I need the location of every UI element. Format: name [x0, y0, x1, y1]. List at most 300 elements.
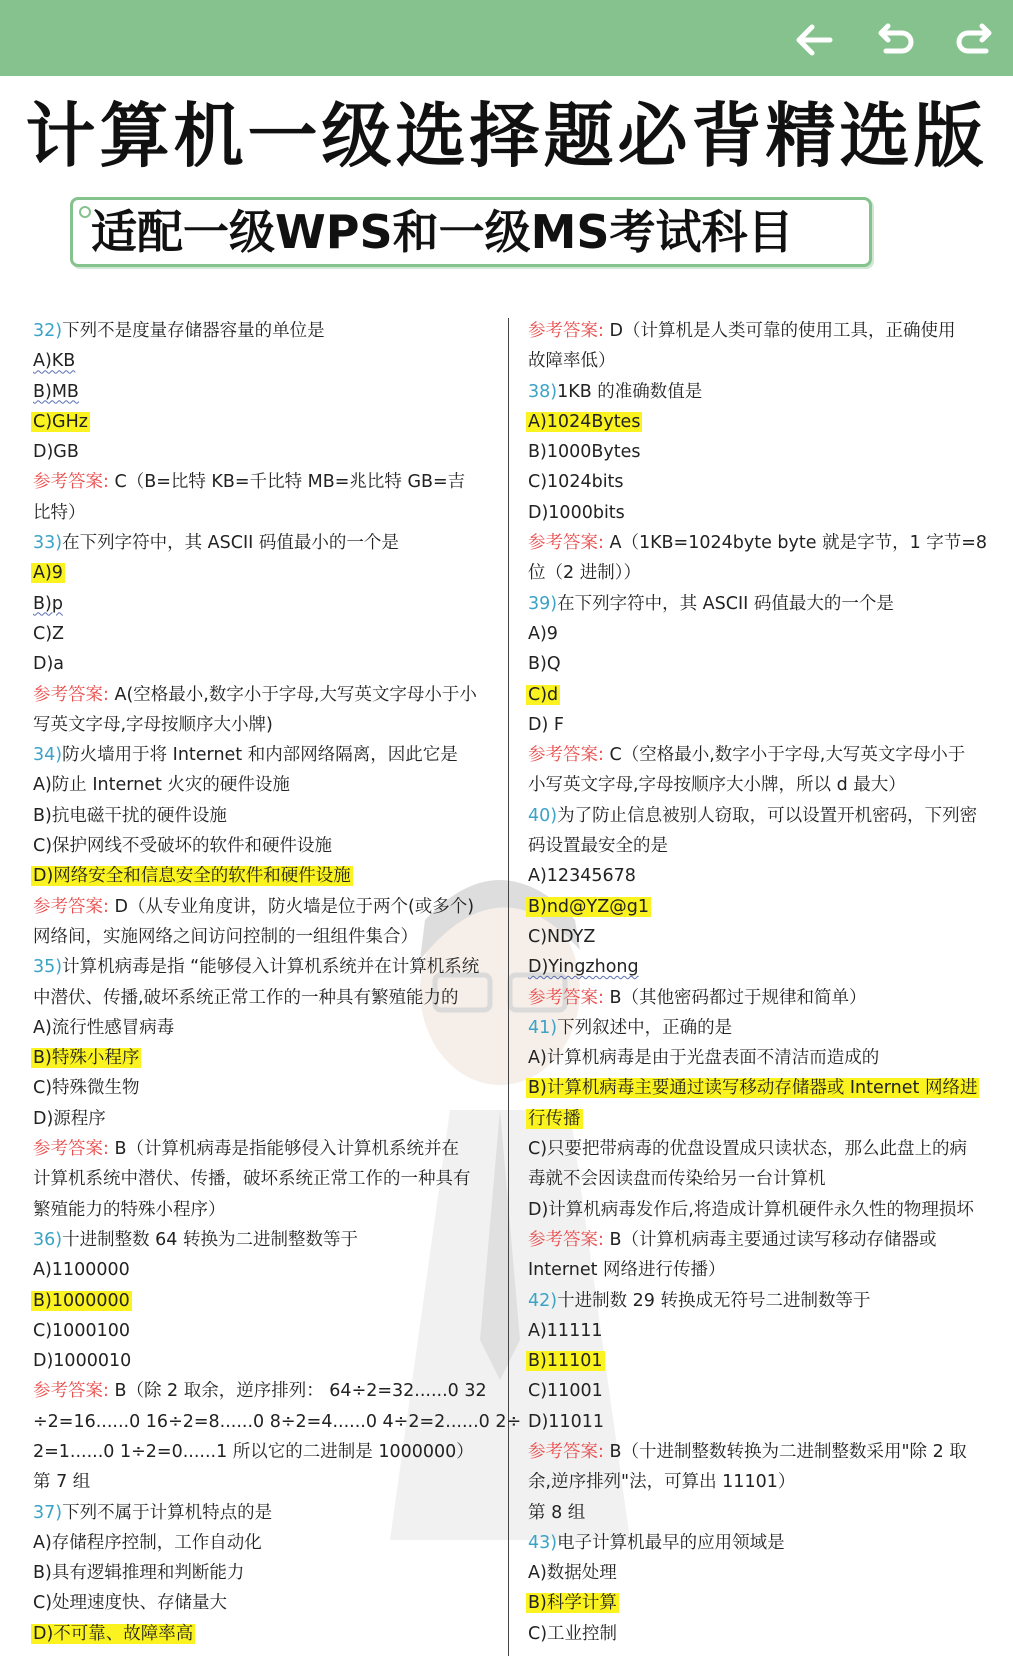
text-content: B)Q	[528, 654, 561, 675]
text-content: C)NDYZ	[528, 926, 596, 947]
line-text	[33, 806, 227, 826]
redo-icon	[954, 22, 994, 58]
text-content: C（空格最小,数字小于字母,大写英文字母小于	[603, 745, 966, 766]
option-line	[528, 407, 983, 437]
line-text	[528, 382, 702, 402]
text-content: 故障率低）	[528, 351, 616, 372]
text-content: D)1000010	[33, 1351, 132, 1372]
line-text	[528, 533, 987, 553]
text-content: B（除 2 取余，逆序排列： 64÷2=32......0 32	[108, 1381, 487, 1402]
text-content: C)GHz	[33, 411, 88, 432]
text-content: 计算机病毒是指 “能够侵入计算机系统并在计算机系统	[62, 957, 480, 978]
question-line	[528, 801, 983, 831]
line-text	[528, 1381, 603, 1401]
line-text	[528, 715, 564, 735]
question-number: 32)	[33, 321, 63, 341]
line-text	[528, 351, 616, 371]
text-content: A)数据处理	[528, 1563, 617, 1584]
text-content: C)1024bits	[528, 472, 624, 493]
option-line	[33, 437, 489, 467]
option-line	[528, 1316, 983, 1346]
question-line	[33, 952, 489, 982]
line-text	[528, 442, 640, 462]
option-line	[33, 558, 489, 588]
text-content: C)Z	[33, 623, 65, 644]
text-content: D)计算机病毒发作后,将造成计算机硬件永久性的物理损坏	[528, 1199, 974, 1220]
text-content: D)1000bits	[528, 502, 625, 523]
line-text	[33, 503, 86, 523]
highlighted-text	[31, 412, 90, 432]
text-content: 在下列字符中，其 ASCII 码值最小的一个是	[62, 533, 399, 554]
line-text	[528, 836, 668, 856]
back-button[interactable]	[788, 14, 840, 66]
option-line	[33, 1043, 489, 1073]
line-text	[528, 1624, 617, 1644]
option-line	[528, 467, 983, 497]
text-content: 比特）	[33, 502, 86, 523]
text-content: 位（2 进制））	[528, 563, 641, 584]
right-question-column	[528, 316, 988, 1649]
line-text	[33, 685, 477, 705]
option-line	[528, 1498, 983, 1528]
line-text	[33, 1139, 459, 1159]
undo-button[interactable]	[870, 14, 922, 66]
highlighted-text	[526, 897, 651, 917]
highlighted-text	[31, 1291, 132, 1311]
text-content: 下列不属于计算机特点的是	[62, 1502, 273, 1523]
option-line	[33, 710, 489, 740]
line-text	[33, 836, 332, 856]
text-content: 1KB 的准确数值是	[557, 381, 703, 402]
option-line	[33, 649, 489, 679]
question-number: 37)	[33, 1502, 63, 1523]
option-line	[33, 1619, 489, 1649]
question-line	[33, 1225, 489, 1255]
answer-label: 参考答案:	[528, 533, 604, 554]
line-text	[528, 503, 625, 523]
answer-line	[528, 528, 988, 558]
banner-dot-icon	[79, 206, 91, 218]
option-line	[33, 770, 489, 800]
option-line	[33, 1467, 489, 1497]
option-line	[33, 1528, 489, 1558]
option-line	[33, 1073, 489, 1103]
text-content: 下列不是度量存储器容量的单位是	[62, 321, 325, 341]
text-content: D)网络安全和信息安全的软件和硬件设施	[33, 866, 351, 887]
text-content: A)防止 Internet 火灾的硬件设施	[33, 775, 290, 796]
question-line	[528, 1013, 983, 1043]
line-text	[528, 1412, 604, 1432]
line-text	[33, 1169, 471, 1189]
line-text	[528, 745, 965, 765]
question-number: 33)	[33, 533, 63, 554]
line-text	[528, 1200, 974, 1220]
line-text	[33, 1593, 227, 1613]
text-content: A（1KB=1024byte byte 就是字节，1 字节=8	[603, 533, 988, 554]
text-content: B)特殊小程序	[33, 1048, 140, 1069]
line-text	[33, 1442, 474, 1462]
highlighted-text	[31, 563, 65, 583]
answer-label: 参考答案:	[528, 1441, 604, 1462]
option-line	[528, 1588, 983, 1618]
text-content: A)存储程序控制，工作自动化	[33, 1532, 262, 1553]
left-question-column	[33, 316, 522, 1649]
line-text	[33, 594, 63, 614]
line-text	[528, 624, 558, 644]
line-text	[33, 1503, 272, 1523]
line-text	[528, 1048, 879, 1068]
answer-line	[33, 892, 489, 922]
text-content: 计算机系统中潜伏、传播，破坏系统正常工作的一种具有	[33, 1169, 471, 1190]
text-content: D（从专业角度讲，防火墙是位于两个(或多个)	[108, 896, 475, 917]
top-toolbar	[0, 0, 1013, 76]
text-content: A)11111	[528, 1320, 603, 1341]
text-content: B)1000Bytes	[528, 442, 641, 463]
text-content: A(空格最小,数字小于字母,大写英文字母小于小	[108, 684, 477, 705]
answer-label: 参考答案:	[528, 987, 604, 1008]
text-content: C)d	[528, 684, 559, 705]
option-line	[528, 1104, 983, 1134]
option-line	[33, 1286, 489, 1316]
line-text	[33, 442, 79, 462]
answer-label: 参考答案:	[528, 321, 604, 341]
redo-button[interactable]	[948, 14, 1000, 66]
option-line	[33, 1346, 489, 1376]
subtitle-banner	[70, 197, 872, 267]
question-number: 40)	[528, 805, 558, 826]
highlighted-text	[526, 1078, 979, 1098]
highlighted-text	[526, 1593, 619, 1613]
question-line	[528, 377, 983, 407]
option-line	[33, 1407, 522, 1437]
question-line	[528, 589, 983, 619]
text-content: C)工业控制	[528, 1623, 618, 1644]
line-text	[528, 1442, 967, 1462]
highlighted-text	[31, 1624, 195, 1644]
option-line	[33, 801, 489, 831]
option-line	[528, 1043, 983, 1073]
line-text	[528, 594, 894, 614]
text-content: A)9	[33, 563, 63, 584]
answer-line	[528, 740, 983, 770]
text-content: ÷2=16......0 16÷2=8......0 8÷2=4......0 4÷2=2......0 2÷	[33, 1411, 522, 1432]
option-line	[33, 1104, 489, 1134]
option-line	[33, 346, 489, 376]
option-line	[528, 952, 983, 982]
option-line	[528, 1376, 983, 1406]
line-text	[33, 715, 273, 735]
text-content: A)1024Bytes	[528, 411, 641, 432]
text-content: A)流行性感冒病毒	[33, 1017, 175, 1038]
text-content: B)1000000	[33, 1290, 130, 1311]
line-text	[528, 654, 561, 674]
text-content: D) F	[528, 714, 564, 735]
text-content: D)不可靠、故障率高	[33, 1623, 194, 1644]
page-subtitle: 适配一级WPS和一级MS考试科目	[91, 205, 794, 259]
line-text	[33, 1533, 262, 1553]
line-text	[528, 988, 866, 1008]
line-text	[528, 1169, 826, 1189]
text-content: B)科学计算	[528, 1593, 617, 1614]
option-line	[33, 589, 489, 619]
text-content: A)9	[528, 623, 558, 644]
text-content: D（计算机是人类可靠的使用工具，正确使用	[603, 321, 956, 341]
highlighted-text	[526, 685, 560, 705]
option-line	[528, 1346, 983, 1376]
line-text	[33, 1563, 244, 1583]
arrow-left-icon	[794, 22, 834, 58]
text-content: D)Yingzhong	[528, 957, 639, 978]
text-content: D)GB	[33, 442, 79, 463]
line-text	[33, 775, 290, 795]
text-content: A)1100000	[33, 1260, 130, 1281]
answer-label: 参考答案:	[33, 1381, 109, 1402]
option-line	[33, 1437, 489, 1467]
line-text	[33, 1230, 358, 1250]
option-line	[528, 619, 983, 649]
option-line	[33, 1316, 489, 1346]
answer-line	[33, 1134, 489, 1164]
text-content: 下列叙述中，正确的是	[557, 1017, 733, 1038]
question-line	[33, 528, 489, 558]
line-text	[33, 957, 479, 977]
line-text	[528, 1472, 795, 1492]
text-content: 防火墙用于将 Internet 和内部网络隔离，因此它是	[62, 745, 458, 766]
text-content: B（计算机病毒是指能够侵入计算机系统并在	[108, 1139, 459, 1160]
text-content: C)保护网线不受破坏的软件和硬件设施	[33, 836, 333, 857]
page-title: 计算机一级选择题必背精选版	[25, 95, 988, 177]
line-text	[33, 1351, 131, 1371]
highlighted-text	[31, 866, 353, 886]
line-text	[528, 806, 977, 826]
text-content: A)KB	[33, 351, 76, 372]
answer-line	[528, 1225, 983, 1255]
answer-label: 参考答案:	[528, 1229, 604, 1250]
line-text	[33, 1472, 90, 1492]
answer-label: 参考答案:	[528, 745, 604, 766]
answer-line	[528, 983, 983, 1013]
option-line	[528, 437, 983, 467]
question-number: 36)	[33, 1229, 63, 1250]
text-content: 十进制整数 64 转换为二进制整数等于	[62, 1229, 359, 1250]
option-line	[528, 558, 983, 588]
question-number: 41)	[528, 1017, 558, 1038]
answer-line	[33, 1376, 489, 1406]
option-line	[33, 498, 489, 528]
question-number: 43)	[528, 1532, 558, 1553]
question-line	[528, 1528, 983, 1558]
line-text	[528, 563, 641, 583]
line-text	[33, 1321, 130, 1341]
line-text	[528, 1230, 936, 1250]
line-text	[33, 624, 64, 644]
question-line	[33, 316, 489, 346]
text-content: B（十进制整数转换为二进制整数采用"除 2 取	[603, 1441, 967, 1462]
text-content: 第 8 组	[528, 1502, 586, 1523]
column-divider	[508, 318, 509, 1656]
option-line	[528, 710, 983, 740]
line-text	[33, 1109, 106, 1129]
line-text	[528, 1563, 617, 1583]
question-number: 42)	[528, 1290, 558, 1311]
text-content: C)只要把带病毒的优盘设置成只读状态，那么此盘上的病	[528, 1139, 968, 1160]
text-content: 码设置最安全的是	[528, 836, 668, 857]
line-text	[33, 321, 325, 341]
text-content: 十进制数 29 转换成无符号二进制数等于	[557, 1290, 871, 1311]
text-content: B)nd@YZ@g1	[528, 896, 649, 917]
text-content: B（其他密码都过于规律和简单）	[603, 987, 867, 1008]
text-content: D)源程序	[33, 1108, 106, 1129]
question-number: 35)	[33, 957, 63, 978]
line-text	[528, 1018, 732, 1038]
option-line	[33, 922, 489, 952]
text-content: 小写英文字母,字母按顺序大小牌，所以 d 最大）	[528, 775, 906, 796]
line-text	[33, 897, 474, 917]
text-content: 繁殖能力的特殊小程序）	[33, 1199, 226, 1220]
line-text	[528, 1533, 785, 1553]
text-content: 毒就不会因读盘而传染给另一台计算机	[528, 1169, 826, 1190]
answer-line	[33, 680, 489, 710]
answer-label: 参考答案:	[33, 472, 109, 493]
line-text	[33, 1018, 174, 1038]
option-line	[528, 770, 983, 800]
option-line	[33, 377, 489, 407]
line-text	[33, 533, 399, 553]
line-text	[528, 1321, 602, 1341]
option-line	[528, 892, 983, 922]
text-content: 第 7 组	[33, 1472, 91, 1493]
text-content: 为了防止信息被别人窃取，可以设置开机密码，下列密	[557, 805, 978, 826]
option-line	[528, 346, 983, 376]
option-line	[33, 1255, 489, 1285]
option-line	[528, 861, 983, 891]
line-text	[33, 472, 465, 492]
line-text	[33, 927, 418, 947]
option-line	[33, 1588, 489, 1618]
option-line	[33, 1195, 489, 1225]
question-number: 34)	[33, 745, 63, 766]
answer-label: 参考答案:	[33, 1139, 109, 1160]
option-line	[528, 680, 983, 710]
answer-line	[528, 316, 983, 346]
text-content: Internet 网络进行传播）	[528, 1260, 726, 1281]
question-line	[33, 740, 489, 770]
option-line	[33, 1013, 489, 1043]
highlighted-text	[526, 1351, 605, 1371]
text-content: D)a	[33, 654, 65, 675]
text-content: B)具有逻辑推理和判断能力	[33, 1563, 245, 1584]
text-content: A)12345678	[528, 866, 636, 887]
line-text	[528, 927, 595, 947]
text-content: 写英文字母,字母按顺序大小牌)	[33, 714, 273, 735]
option-line	[528, 1407, 983, 1437]
question-line	[528, 1286, 983, 1316]
line-text	[33, 988, 459, 1008]
answer-line	[33, 467, 489, 497]
line-text	[528, 321, 955, 341]
line-text	[528, 1503, 585, 1523]
option-line	[33, 983, 489, 1013]
text-content: C)特殊微生物	[33, 1078, 140, 1099]
option-line	[528, 498, 983, 528]
text-content: B)MB	[33, 381, 79, 402]
text-content: C（B=比特 KB=千比特 MB=兆比特 GB=吉	[108, 472, 466, 493]
text-content: B（计算机病毒主要通过读写移动存储器或	[603, 1229, 937, 1250]
option-line	[33, 1164, 489, 1194]
text-content: 中潜伏、传播,破坏系统正常工作的一种具有繁殖能力的	[33, 987, 459, 1008]
text-content: 在下列字符中，其 ASCII 码值最大的一个是	[557, 593, 894, 614]
option-line	[33, 407, 489, 437]
line-text	[528, 1291, 871, 1311]
text-content: C)处理速度快、存储量大	[33, 1593, 228, 1614]
answer-label: 参考答案:	[33, 896, 109, 917]
text-content: 行传播	[528, 1108, 581, 1129]
text-content: B)p	[33, 593, 63, 614]
highlighted-text	[526, 412, 642, 432]
text-content: 余,逆序排列"法，可算出 11101）	[528, 1472, 796, 1493]
question-line	[33, 1498, 489, 1528]
text-content: C)1000100	[33, 1320, 130, 1341]
line-text	[528, 775, 906, 795]
option-line	[33, 1558, 489, 1588]
option-line	[528, 649, 983, 679]
text-content: 2=1......0 1÷2=0......1 所以它的二进制是 1000000）	[33, 1441, 474, 1462]
answer-label: 参考答案:	[33, 684, 109, 705]
line-text	[33, 1260, 130, 1280]
option-line	[528, 1134, 983, 1164]
text-content: 电子计算机最早的应用领域是	[557, 1532, 785, 1553]
text-content: D)11011	[528, 1411, 604, 1432]
line-text	[528, 866, 636, 886]
option-line	[33, 861, 489, 891]
line-text	[33, 1412, 521, 1432]
option-line	[528, 1073, 983, 1103]
line-text	[528, 1139, 967, 1159]
option-line	[528, 1255, 983, 1285]
line-text	[528, 472, 624, 492]
option-line	[33, 831, 489, 861]
line-text	[33, 1200, 226, 1220]
option-line	[528, 922, 983, 952]
text-content: 网络间，实施网络之间访问控制的一组组件集合）	[33, 926, 418, 947]
text-content: A)计算机病毒是由于光盘表面不清洁而造成的	[528, 1048, 880, 1069]
option-line	[528, 1467, 983, 1497]
line-text	[528, 957, 639, 977]
option-line	[528, 1164, 983, 1194]
text-content: C)11001	[528, 1381, 603, 1402]
highlighted-text	[31, 1048, 141, 1068]
text-content: B)11101	[528, 1351, 603, 1372]
option-line	[528, 1619, 983, 1649]
undo-icon	[876, 22, 916, 58]
question-number: 38)	[528, 381, 558, 402]
line-text	[33, 1078, 140, 1098]
question-number: 39)	[528, 593, 558, 614]
line-text	[528, 1260, 726, 1280]
option-line	[528, 1558, 983, 1588]
line-text	[33, 351, 75, 371]
option-line	[33, 619, 489, 649]
answer-line	[528, 1437, 983, 1467]
line-text	[33, 745, 458, 765]
option-line	[528, 1195, 983, 1225]
line-text	[33, 382, 79, 402]
text-content: B)计算机病毒主要通过读写移动存储器或 Internet 网络进	[528, 1078, 978, 1099]
highlighted-text	[526, 1109, 583, 1129]
text-content: B)抗电磁干扰的硬件设施	[33, 805, 227, 826]
line-text	[33, 654, 64, 674]
option-line	[528, 831, 983, 861]
